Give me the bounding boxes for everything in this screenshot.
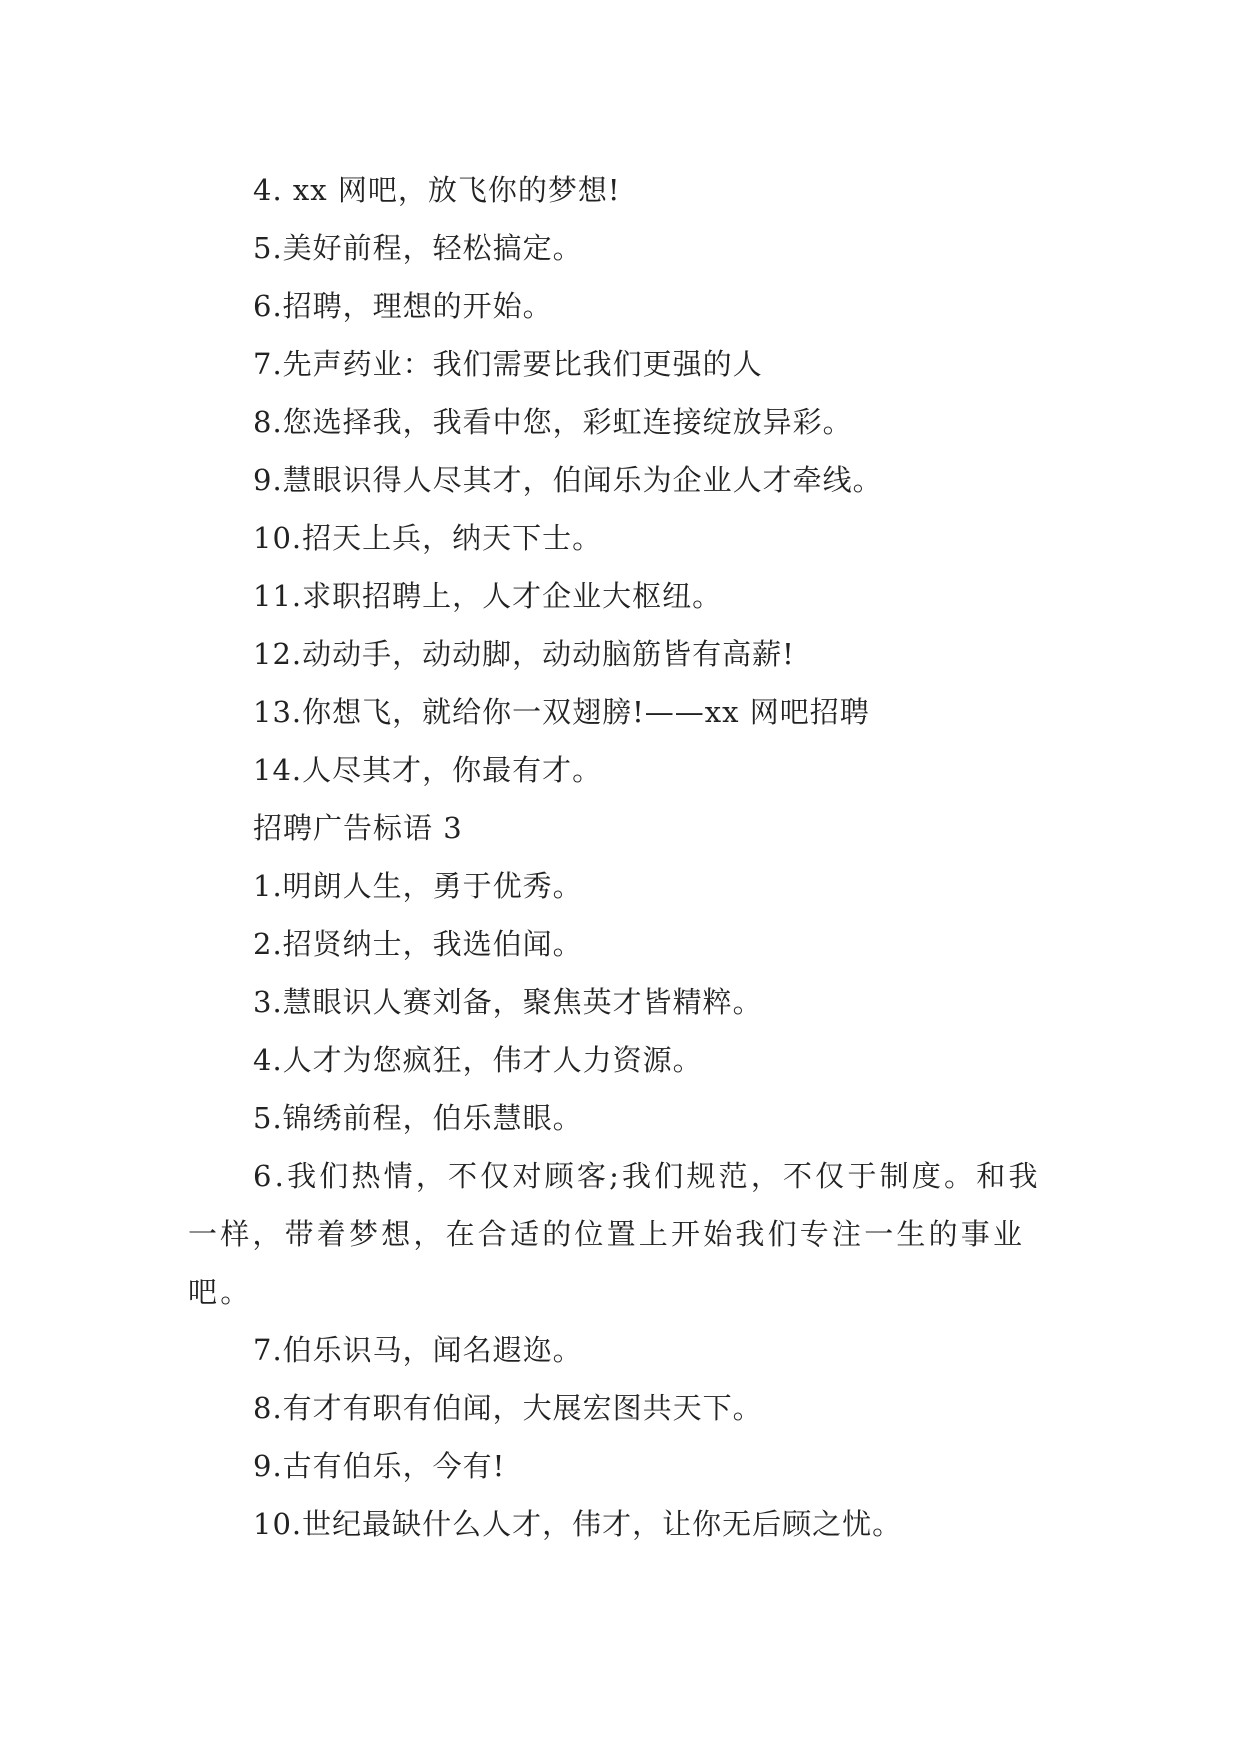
document-body <box>188 161 1048 1553</box>
wrapped-paragraph: 6.我们热情，不仅对顾客;我们规范，不仅于制度。和我一样，带着梦想，在合适的位置上开始我们专注一生的事业吧。 <box>188 1159 1041 1309</box>
text-line: 5.锦绣前程，伯乐慧眼。 <box>253 1101 583 1135</box>
text-line: 7.伯乐识马，闻名遐迩。 <box>253 1333 583 1367</box>
text-line: 11.求职招聘上，人才企业大枢纽。 <box>253 579 723 613</box>
text-line: 6.招聘，理想的开始。 <box>253 289 553 323</box>
text-line: 14.人尽其才，你最有才。 <box>253 753 603 787</box>
text-line: 13.你想飞，就给你一双翅膀!——xx 网吧招聘 <box>253 695 870 729</box>
text-line: 8.您选择我，我看中您，彩虹连接绽放异彩。 <box>253 405 853 439</box>
section-heading: 招聘广告标语 3 <box>253 811 463 845</box>
text-line: 8.有才有职有伯闻，大展宏图共天下。 <box>253 1391 763 1425</box>
text-line: 4.人才为您疯狂，伟才人力资源。 <box>253 1043 703 1077</box>
text-line: 5.美好前程，轻松搞定。 <box>253 231 583 265</box>
text-line: 1.明朗人生，勇于优秀。 <box>253 869 583 903</box>
text-line: 4. xx 网吧，放飞你的梦想! <box>253 173 621 207</box>
text-line: 3.慧眼识人赛刘备，聚焦英才皆精粹。 <box>253 985 763 1019</box>
text-line: 12.动动手，动动脚，动动脑筋皆有高薪! <box>253 637 795 671</box>
text-line: 10.招天上兵，纳天下士。 <box>253 521 603 555</box>
text-line: 9.古有伯乐，今有! <box>253 1449 506 1483</box>
text-line: 2.招贤纳士，我选伯闻。 <box>253 927 583 961</box>
text-line: 9.慧眼识得人尽其才，伯闻乐为企业人才牵线。 <box>253 463 883 497</box>
text-line: 10.世纪最缺什么人才，伟才，让你无后顾之忧。 <box>253 1507 903 1541</box>
text-line: 7.先声药业：我们需要比我们更强的人 <box>253 347 763 381</box>
